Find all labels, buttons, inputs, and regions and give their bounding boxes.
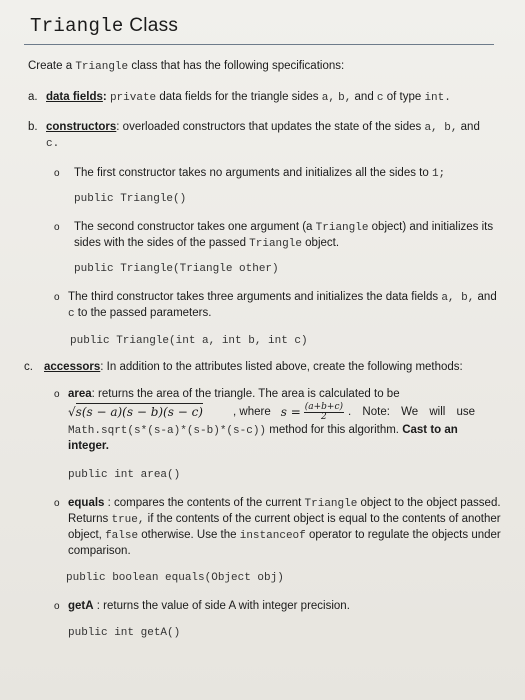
bullet-icon: o [54, 292, 60, 303]
section-label-a: a. [28, 91, 38, 103]
title-class-name: Triangle [30, 15, 124, 37]
bullet-icon: o [54, 389, 60, 400]
s-fraction: $\frac{(a+b+c)}{2}$ [304, 402, 344, 422]
section-label-b: b. [28, 121, 38, 133]
method-equals: o equals : compares the contents of the current Triangle object to the object passed. Returns true, if the contents of the current object is equal to the contents of another object, false otherwise. Use the instanceof operator to regulate the objects under comparison. public boolean equals(Object obj) [54, 497, 501, 584]
code-signature: public int area() [68, 469, 181, 481]
title-class-word: Class [129, 15, 179, 36]
section-label-c: c. [24, 361, 33, 373]
method-getA: o getA : returns the value of side A with integer precision. public int getA() [54, 599, 507, 640]
code-signature: public int getA() [68, 627, 181, 639]
code-signature: public boolean equals(Object obj) [66, 572, 284, 584]
code-signature: public Triangle() [74, 193, 187, 205]
bullet-icon: o [54, 168, 60, 179]
method-area: o area: returns the area of the triangle. The area is calculated to be √s(s − a)(s − b)(s − c) , where s = $\frac{(a+b+c)}{2}$ . Note: We will use Math.sqrt(s*(s-a)*(s-b)*(s-c)) method for this algorithm. Cast to an integer. public int area() [54, 387, 501, 482]
section-constructors: b. constructors: overloaded constructors that updates the state of the sides a, b, and c. [28, 121, 480, 150]
title-divider [24, 44, 494, 45]
heading-accessors: accessors [44, 361, 101, 373]
bullet-icon: o [54, 601, 60, 612]
bullet-icon: o [54, 222, 60, 233]
method-name-getA: getA [68, 600, 94, 612]
heading-constructors: constructors [46, 121, 117, 133]
section-accessors: c. accessors: In addition to the attributes listed above, create the following methods: [24, 361, 463, 373]
method-name-area: area [68, 388, 92, 400]
constructor-item: o The second constructor takes one argument (a Triangle object) and initializes its sides with the sides of the passed Triangle object. public Triangle(Triangle other) [54, 220, 507, 276]
area-formula: √s(s − a)(s − b)(s − c) [68, 405, 203, 419]
code-signature: public Triangle(int a, int b, int c) [70, 335, 308, 347]
bullet-icon: o [54, 498, 60, 509]
section-data-fields: a. data fields: private data fields for the triangle sides a, b, and c of type int. [28, 91, 451, 104]
constructor-item: o The first constructor takes no arguments and initializes all the sides to 1; public Triangle() [54, 166, 507, 206]
intro-text: Create a Triangle class that has the following specifications: [28, 60, 345, 73]
page-title [30, 14, 507, 38]
constructor-item: o The third constructor takes three arguments and initializes the data fields a, b, and c to the passed parameters. public Triangle(int a, int b, int c) [54, 290, 507, 348]
code-signature: public Triangle(Triangle other) [74, 263, 279, 275]
method-name-equals: equals [68, 497, 105, 509]
heading-data-fields: data fields [46, 91, 103, 103]
